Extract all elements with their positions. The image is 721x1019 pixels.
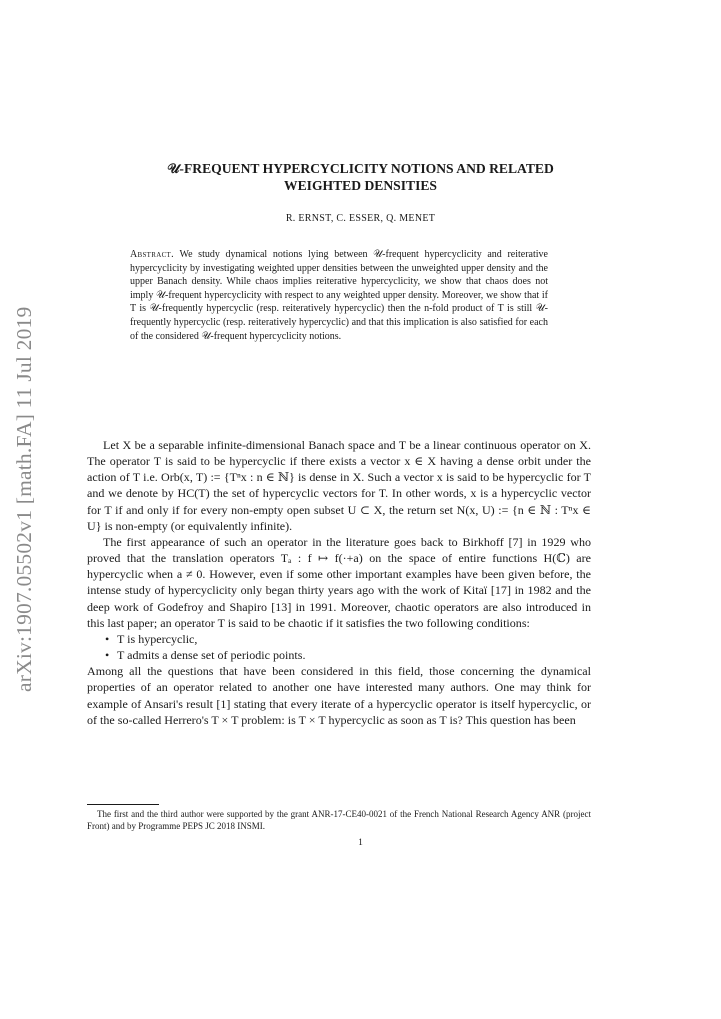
paper-title xyxy=(100,160,621,194)
abstract-text: We study dynamical notions lying between 𝒰-frequent hypercyclicity and reiterative hypercyclicity by investigating weighted upper densities between the unweighted upper density and the upper Banach density. While chaos implies reiterative hypercyclicity, we show that chaos does not imply 𝒰-frequent hypercyclicity with respect to any weighted upper density. Moreover, we show that if T is 𝒰-frequently hypercyclic (resp. reiteratively hypercyclic) then the n-fold product of T is still 𝒰-frequently hypercyclic (resp. reiteratively hypercyclic) and that this implication is also satisfied for each of the considered 𝒰-frequent hypercyclicity notions. xyxy=(130,249,548,342)
list-item-text: T is hypercyclic, xyxy=(117,631,198,646)
list-item-text: T admits a dense set of periodic points. xyxy=(117,648,306,663)
paragraph-2: The first appearance of such an operator in the literature goes back to Birkhoff [7] in 1929 who proved that the translation operators Tₐ : f ↦ f(·+a) on the space of entire functions H(ℂ) are hypercyclic when a ≠ 0. However, even if some other important examples have been given before, the intense study of hypercyclicity only began thirty years ago with the work of Kitaï [17] in 1982 and the deep work of Godefroy and Shapiro [13] in 1991. Moreover, chaotic operators are also introduced in this last paper; an operator T is said to be chaotic if it satisfies the two following conditions: xyxy=(87,534,591,630)
list-item xyxy=(87,631,591,647)
paragraph-3: Among all the questions that have been considered in this field, those concerning the dynamical properties of an operator related to another one have interested many authors. One may think for example of Ansari's result [1] stating that every iterate of a hypercyclic operator is itself hypercyclic, or of the so-called Herrero's T × T problem: is T × T hypercyclic as soon as T is? This question has been xyxy=(87,664,591,727)
abstract-heading: Abstract. xyxy=(130,249,174,260)
title-line-1: 𝒰-FREQUENT HYPERCYCLICITY NOTIONS AND RELATED xyxy=(167,161,554,176)
paragraph-1: Let X be a separable infinite-dimensional Banach space and T be a linear continuous operator on X. The operator T is said to be hypercyclic if there exists a vector x ∈ X having a dense orbit under the action of T i.e. Orb(x, T) := {Tⁿx : n ∈ ℕ} is dense in X. Such a vector x is said to be hypercyclic for T and we denote by HC(T) the set of hypercyclic vectors for T. In other words, x is a hypercyclic vector for T if and only if for every non-empty open subset U ⊂ X, the return set N(x, U) := {n ∈ ℕ : Tⁿx ∈ U} is non-empty (or equivalently infinite). xyxy=(87,438,591,533)
abstract xyxy=(130,248,548,343)
arxiv-identifier-stamp: arXiv:1907.05502v1 [math.FA] 11 Jul 2019 xyxy=(12,306,36,692)
bullet-icon: • xyxy=(105,648,110,663)
footnote: The first and the third author were supported by the grant ANR-17-CE40-0021 of the French National Research Agency ANR (project Front) and by Programme PEPS JC 2018 INSMI. xyxy=(87,809,591,832)
conditions-list xyxy=(87,631,591,663)
main-body xyxy=(87,437,591,728)
title-line-2: WEIGHTED DENSITIES xyxy=(284,178,437,193)
page-number: 1 xyxy=(358,838,363,848)
paper-authors: R. ERNST, C. ESSER, Q. MENET xyxy=(285,213,436,224)
footnote-rule xyxy=(87,804,159,805)
list-item xyxy=(87,647,591,663)
bullet-icon: • xyxy=(105,631,110,646)
